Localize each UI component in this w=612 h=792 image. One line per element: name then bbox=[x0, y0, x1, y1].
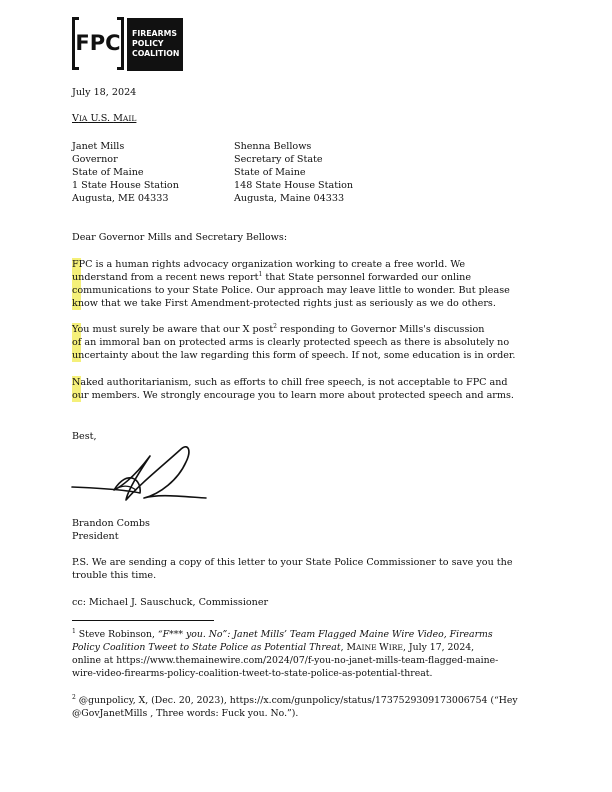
footnote-2: $^2$ @gunpolicy, X, (Dec. 20, 2023), https://x.com/gunpolicy/status/1737529309173006754 (“Hey @GovJanetMills , Three words: Fuck you. No.”). bbox=[72, 693, 518, 719]
postscript-line: trouble this time. bbox=[72, 570, 157, 581]
footnote-divider bbox=[72, 620, 214, 621]
logo-name-line: FIREARMS bbox=[132, 29, 177, 38]
address-line: Shenna Bellows bbox=[234, 141, 312, 152]
carbon-copy: cc: Michael J. Sauschuck, Commissioner bbox=[72, 597, 269, 608]
closing: Best, bbox=[72, 431, 97, 442]
recipient-address-left bbox=[72, 140, 179, 205]
logo-name-box bbox=[127, 18, 183, 71]
postscript-line: P.S. We are sending a copy of this letter to your State Police Commissioner to save you the bbox=[72, 557, 513, 568]
address-line: Governor bbox=[72, 154, 118, 165]
address-line: Secretary of State bbox=[234, 154, 323, 165]
address-line: Augusta, ME 04333 bbox=[72, 193, 169, 204]
logo-name-line: COALITION bbox=[132, 49, 180, 58]
address-line: Janet Mills bbox=[72, 141, 125, 152]
address-line: 148 State House Station bbox=[234, 180, 354, 191]
fpc-logo-mark bbox=[72, 17, 124, 72]
footnote-ref: 1 bbox=[258, 270, 263, 278]
letter-date: July 18, 2024 bbox=[72, 87, 137, 98]
handwritten-signature bbox=[68, 440, 218, 506]
body-paragraph-2: You must surely be aware that our X post$^2$ responding to Governor Mills's discussion of an immoral ban on protected arms is clearly protected speech as there is absolutely no uncertainty about the law regarding this form of speech. If not, some education is in order. bbox=[72, 322, 516, 361]
body-paragraph-1: FPC is a human rights advocacy organization working to create a free world. We understand from a recent news report$^1$ that State personnel forwarded our online communications to your State Police. Our approach may leave little to wonder. But please know that we take First Amendment-protected rights just as seriously as we do others. bbox=[72, 259, 510, 309]
address-line: 1 State House Station bbox=[72, 180, 179, 191]
address-line: State of Maine bbox=[72, 167, 144, 178]
signer-name: Brandon Combs bbox=[72, 518, 150, 529]
footnote-1: $^1$ Steve Robinson, “F*** you. No”: Janet Mills’ Team Flagged Maine Wire Video, Firearms Policy Coalition Tweet to State Police as Potential Threat, MAINE WIRE, July 17, 2024, online at https://www.themainewire.com/2024/07/f-you-no-janet-mills-team-flagged-maine- wire-video-firearms-policy-coalition-tweet-to-state-police-as-potential-threat. bbox=[72, 627, 499, 679]
address-line: Augusta, Maine 04333 bbox=[234, 193, 345, 204]
recipient-address-right bbox=[234, 140, 353, 205]
logo-initials: FPC bbox=[75, 31, 121, 55]
footnote-ref: 2 bbox=[273, 322, 277, 330]
salutation: Dear Governor Mills and Secretary Bellows: bbox=[72, 232, 288, 243]
fpc-logo bbox=[72, 17, 183, 72]
delivery-method: VIA U.S. MAIL bbox=[72, 113, 137, 124]
logo-name-line: POLICY bbox=[132, 39, 164, 48]
body-paragraph-3: Naked authoritarianism, such as efforts to chill free speech, is not acceptable to FPC and our members. We strongly encourage you to learn more about protected speech and arms. bbox=[72, 377, 514, 401]
footnote-url-line: wire-video-firearms-policy-coalition-tweet-to-state-police-as-potential-threat. bbox=[72, 668, 433, 679]
footnote-url-line: online at https://www.themainewire.com/2024/07/f-you-no-janet-mills-team-flagged-maine- bbox=[72, 655, 499, 666]
address-line: State of Maine bbox=[234, 167, 306, 178]
signer-title: President bbox=[72, 531, 119, 542]
